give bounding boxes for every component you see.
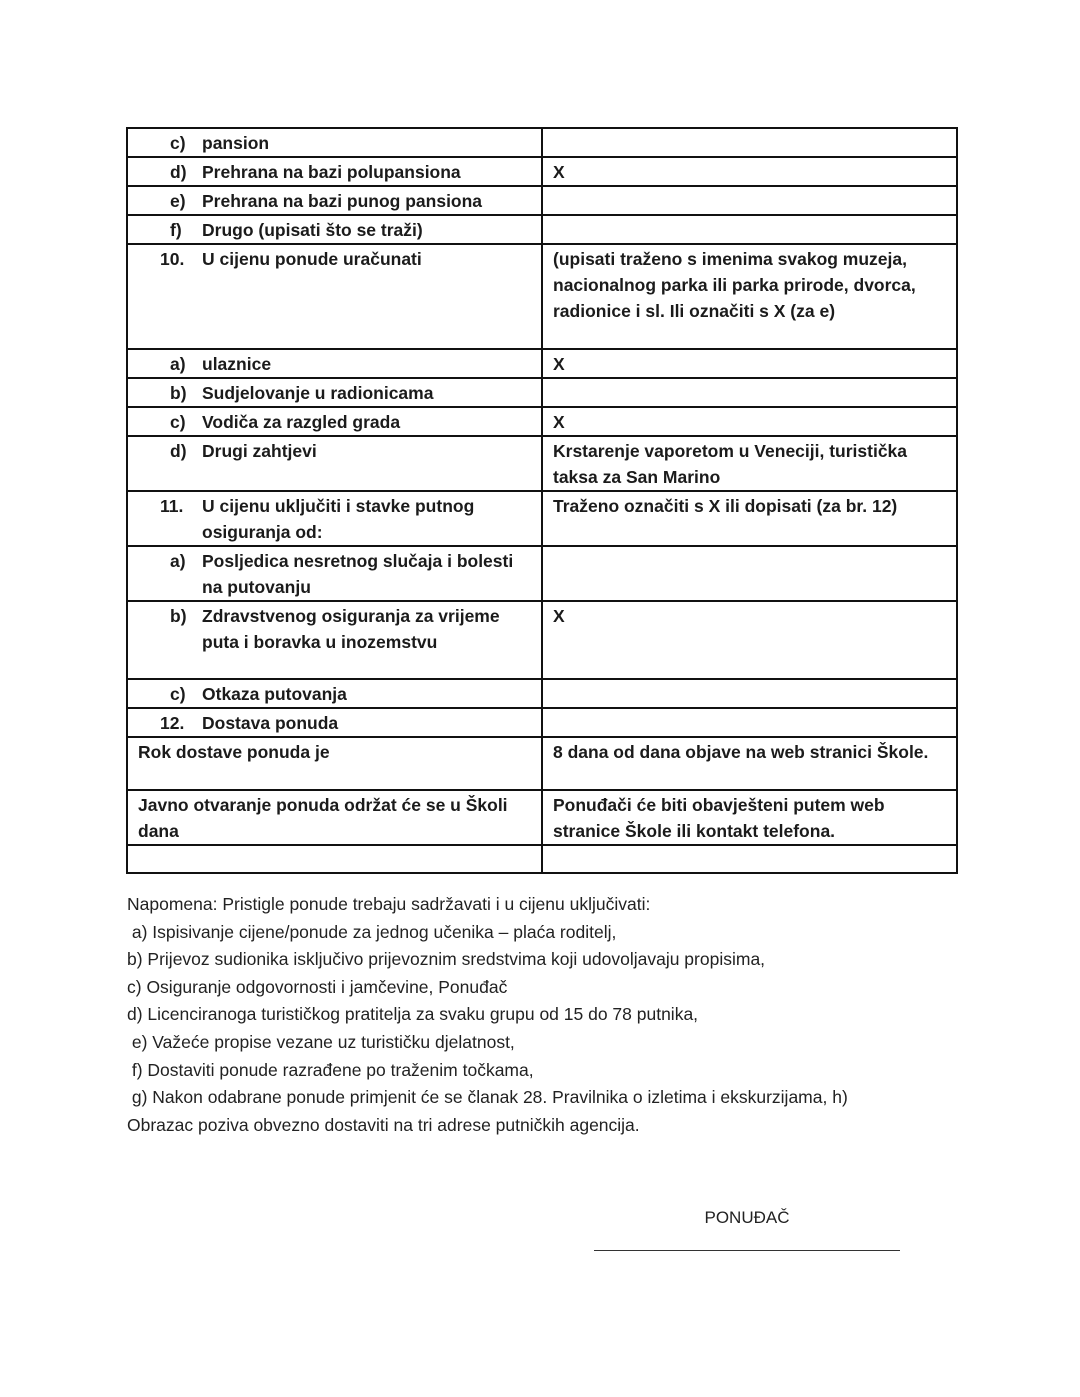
item-label-cell <box>127 491 542 546</box>
item-value-cell <box>542 436 957 491</box>
item-label-cell <box>127 679 542 708</box>
item-value-cell <box>542 157 957 186</box>
item-value: 8 dana od dana objave na web stranici Škole. <box>553 742 929 762</box>
item <box>138 603 531 655</box>
note-line: Napomena: Pristigle ponude trebaju sadržavati i u cijenu uključivati: <box>127 894 651 914</box>
table-row <box>127 378 957 407</box>
item-value-cell <box>542 378 957 407</box>
item-value: X <box>553 354 565 374</box>
item-label-cell <box>127 349 542 378</box>
note-line: d) Licenciranoga turističkog pratitelja za svaku grupu od 15 do 78 putnika, <box>127 1004 699 1025</box>
table-row <box>127 215 957 244</box>
item-label-cell <box>127 436 542 491</box>
table-row <box>127 679 957 708</box>
note-line: e) Važeće propise vezane uz turističku djelatnost, <box>127 1031 515 1052</box>
note-line: f) Dostaviti ponude razrađene po traženim točkama, <box>127 1059 534 1080</box>
notes-section <box>127 891 947 1139</box>
item <box>138 188 531 214</box>
item-marker: e) <box>170 191 186 211</box>
offer-form-table <box>126 127 958 874</box>
item-value-cell <box>542 546 957 601</box>
item-value: X <box>553 606 565 626</box>
item-label-cell <box>127 737 542 790</box>
item-value: Ponuđači će biti obavješteni putem web stranice Škole ili kontakt telefona. <box>553 795 885 841</box>
item <box>138 159 531 185</box>
table-body <box>127 128 957 873</box>
item-label: pansion <box>202 133 270 153</box>
item-value-cell <box>542 349 957 378</box>
item-label-cell <box>127 157 542 186</box>
item <box>138 351 531 377</box>
item-value-cell <box>542 244 957 349</box>
note-line: Obrazac poziva obvezno dostaviti na tri adrese putničkih agencija. <box>127 1114 640 1135</box>
table-row <box>127 491 957 546</box>
item-label-cell <box>127 845 542 873</box>
item-value-cell <box>542 128 957 157</box>
item-label: Drugo (upisati što se traži) <box>202 220 423 240</box>
table-row <box>127 845 957 873</box>
note-line: a) Ispisivanje cijene/ponude za jednog učenika – plaća roditelj, <box>127 921 617 942</box>
item-label-cell <box>127 244 542 349</box>
item-marker: a) <box>170 551 186 571</box>
table-row <box>127 157 957 186</box>
item-marker: c) <box>170 412 186 432</box>
item-value-cell <box>542 407 957 436</box>
item-value-cell <box>542 737 957 790</box>
item-value: X <box>553 162 565 182</box>
item-marker: 11. <box>160 496 184 516</box>
table-row <box>127 546 957 601</box>
item <box>138 409 531 435</box>
item-value-cell <box>542 601 957 679</box>
table-row <box>127 708 957 737</box>
item-label: Sudjelovanje u radionicama <box>202 383 434 403</box>
item-label-cell <box>127 708 542 737</box>
item <box>138 710 531 736</box>
item-value-cell <box>542 708 957 737</box>
item <box>138 438 531 464</box>
item-label: U cijenu uključiti i stavke putnog osiguranja od: <box>202 496 475 542</box>
item-label-cell <box>127 546 542 601</box>
item-label: Javno otvaranje ponuda održat će se u Školi dana <box>138 795 508 841</box>
item-value-cell <box>542 491 957 546</box>
item-label: Otkaza putovanja <box>202 684 347 704</box>
table-row <box>127 349 957 378</box>
item-label: Prehrana na bazi polupansiona <box>202 162 461 182</box>
signature-title: PONUĐAČ <box>704 1208 790 1227</box>
table-row <box>127 407 957 436</box>
note-line: c) Osiguranje odgovornosti i jamčevine, Ponuđač <box>127 976 508 997</box>
table-row <box>127 601 957 679</box>
item <box>138 681 531 707</box>
item-label-cell <box>127 128 542 157</box>
signature-line <box>594 1250 900 1251</box>
item-marker: b) <box>170 606 187 626</box>
item-value-cell <box>542 845 957 873</box>
table-row <box>127 128 957 157</box>
item-marker: a) <box>170 354 186 374</box>
item <box>138 380 531 406</box>
item-label: Posljedica nesretnog slučaja i bolesti na putovanju <box>202 551 514 597</box>
item-label: U cijenu ponude uračunati <box>202 249 422 269</box>
item-label-cell <box>127 378 542 407</box>
item-label: ulaznice <box>202 354 272 374</box>
item-label-cell <box>127 790 542 845</box>
item-value-cell <box>542 790 957 845</box>
item-label-cell <box>127 601 542 679</box>
item-label-cell <box>127 215 542 244</box>
item-label: Drugi zahtjevi <box>202 441 317 461</box>
item-marker: b) <box>170 383 187 403</box>
item-value: Krstarenje vaporetom u Veneciji, turistička taksa za San Marino <box>553 441 908 487</box>
item-marker: c) <box>170 684 186 704</box>
item-value: Traženo označiti s X ili dopisati (za br. 12) <box>553 496 898 516</box>
item <box>138 246 531 272</box>
item-marker: f) <box>170 220 182 240</box>
item-marker: c) <box>170 133 186 153</box>
item-label: Prehrana na bazi punog pansiona <box>202 191 483 211</box>
item-value: (upisati traženo s imenima svakog muzeja, nacionalnog parka ili parka prirode, dvorca, radionice i sl. Ili označiti s X (za e) <box>553 249 916 321</box>
note-line: g) Nakon odabrane ponude primjenit će se članak 28. Pravilnika o izletima i ekskurzijama, h) <box>127 1087 848 1108</box>
item <box>138 548 531 600</box>
signature-block <box>594 1208 900 1251</box>
item-marker: d) <box>170 441 187 461</box>
table-row <box>127 436 957 491</box>
item <box>138 792 531 844</box>
item-label-cell <box>127 407 542 436</box>
note-line: b) Prijevoz sudionika isključivo prijevoznim sredstvima koji udovoljavaju propisima, <box>127 949 766 970</box>
item-value: X <box>553 412 565 432</box>
item <box>138 493 531 545</box>
table-row <box>127 244 957 349</box>
item <box>138 217 531 243</box>
item-marker: 12. <box>160 713 185 733</box>
item-marker: d) <box>170 162 187 182</box>
item <box>138 739 531 765</box>
item-value-cell <box>542 186 957 215</box>
item <box>138 130 531 156</box>
item-label: Zdravstvenog osiguranja za vrijeme puta i boravka u inozemstvu <box>202 606 500 652</box>
item-label: Rok dostave ponuda je <box>138 742 330 762</box>
item-label: Dostava ponuda <box>202 713 339 733</box>
table-row <box>127 790 957 845</box>
item-label-cell <box>127 186 542 215</box>
item-value-cell <box>542 679 957 708</box>
table-row <box>127 737 957 790</box>
item-label: Vodiča za razgled grada <box>202 412 401 432</box>
item-value-cell <box>542 215 957 244</box>
item-marker: 10. <box>160 249 185 269</box>
table-row <box>127 186 957 215</box>
